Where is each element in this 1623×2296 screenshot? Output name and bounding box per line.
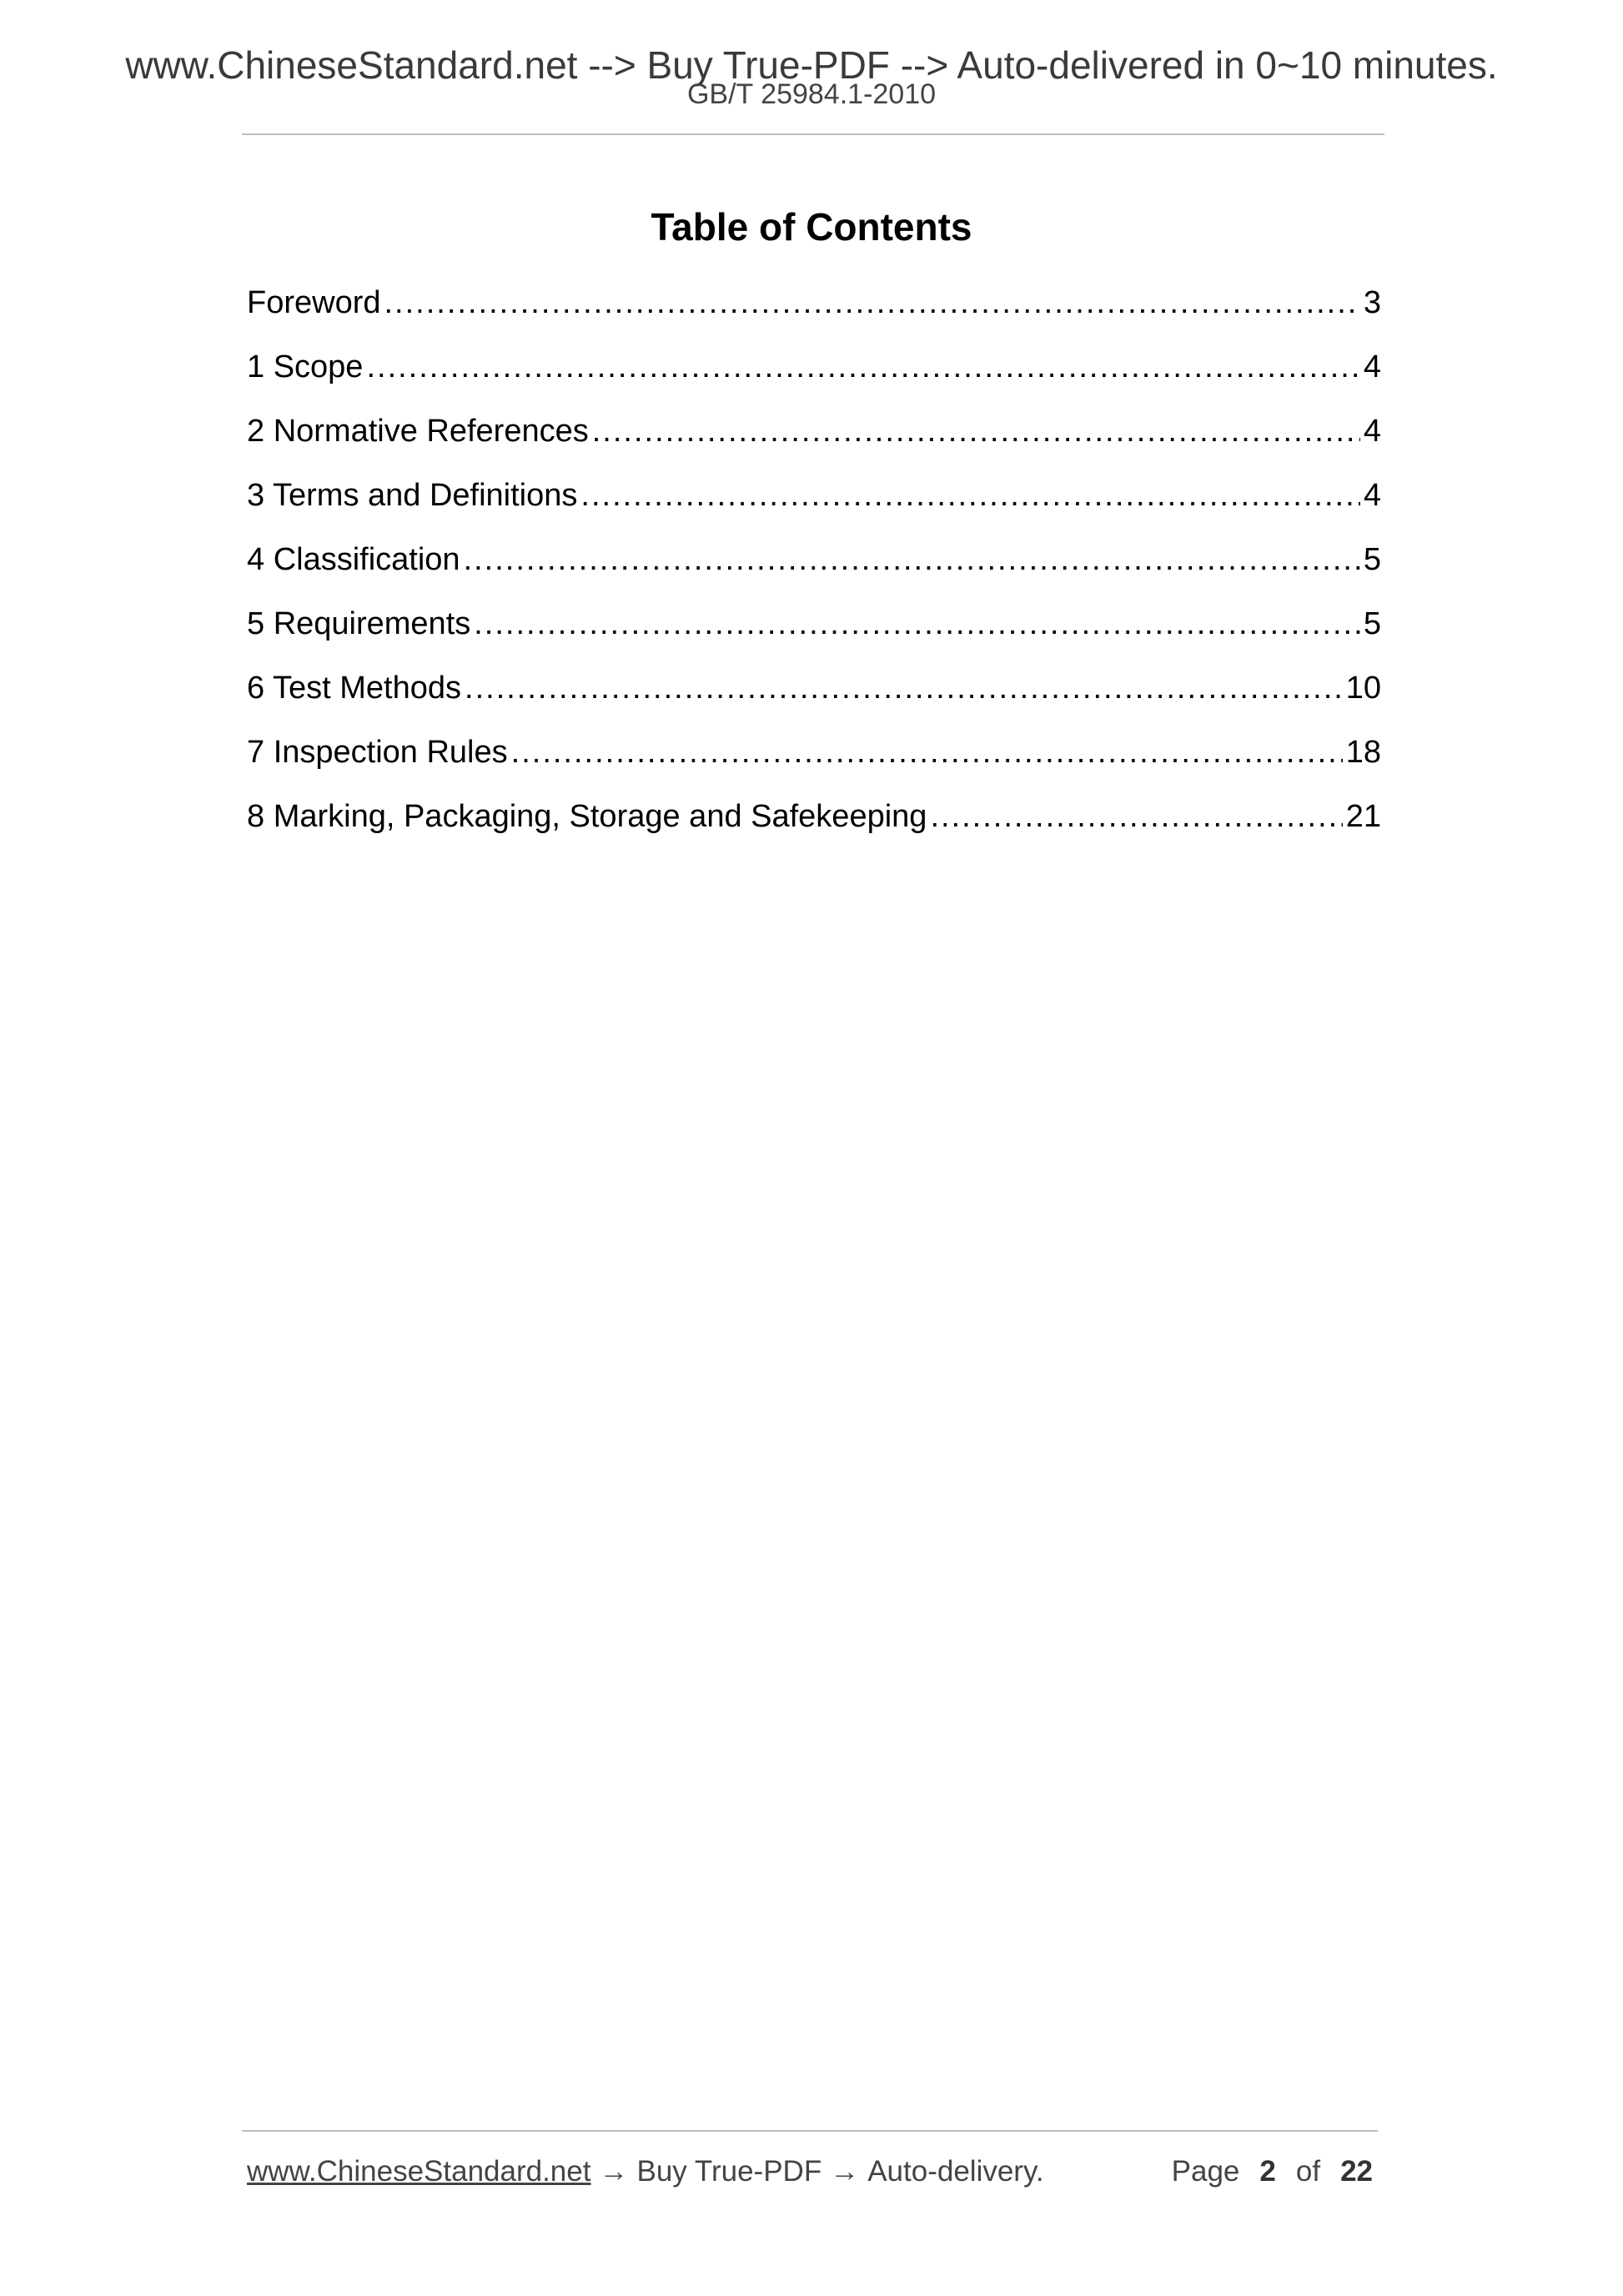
toc-entry-foreword[interactable] [247, 282, 1381, 346]
footer-divider [242, 2130, 1378, 2132]
toc-entry-page: 5 [1363, 606, 1381, 641]
footer-site-link[interactable]: www.ChineseStandard.net [247, 2155, 591, 2188]
dot-leader [511, 731, 1343, 773]
arrow-right-icon: → [830, 2155, 860, 2188]
toc-entry-page: 18 [1345, 735, 1381, 770]
dot-leader [930, 796, 1342, 837]
toc-entry-page: 4 [1363, 478, 1381, 513]
toc-entry-normative-references[interactable] [247, 410, 1381, 475]
toc-entry-label: 6 Test Methods [247, 671, 462, 706]
toc-entry-label: 7 Inspection Rules [247, 735, 508, 770]
toc-entry-marking-packaging[interactable] [247, 796, 1381, 860]
toc-entry-page: 4 [1363, 414, 1381, 449]
toc-entry-test-methods[interactable] [247, 667, 1381, 731]
toc-entry-label: 1 Scope [247, 349, 364, 384]
dot-leader [464, 539, 1360, 580]
dot-leader [465, 667, 1343, 709]
dot-leader [366, 346, 1359, 388]
footer-promo [247, 2153, 1044, 2190]
dot-leader [474, 603, 1360, 645]
toc-entry-page: 3 [1363, 285, 1381, 320]
footer-delivery-text: Auto-delivery. [867, 2155, 1044, 2188]
dot-leader [580, 475, 1359, 516]
toc-entry-page: 10 [1345, 671, 1381, 706]
toc-entry-page: 5 [1363, 542, 1381, 577]
dot-leader [592, 410, 1360, 452]
dot-leader [384, 282, 1360, 324]
current-page-number: 2 [1259, 2155, 1276, 2188]
total-pages-number: 22 [1340, 2155, 1373, 2188]
toc-entry-label: 4 Classification [247, 542, 460, 577]
page-indicator [1172, 2153, 1373, 2190]
toc-entry-label: 5 Requirements [247, 606, 471, 641]
table-of-contents [247, 282, 1381, 860]
header-banner: www.ChineseStandard.net --> Buy True-PDF --> Auto-delivered in 0~10 minutes. [125, 43, 1498, 87]
page-title: Table of Contents [651, 205, 972, 249]
toc-entry-scope[interactable] [247, 346, 1381, 410]
document-code: GB/T 25984.1-2010 [686, 78, 937, 110]
footer-buy-text: Buy True-PDF [636, 2155, 822, 2188]
of-label: of [1295, 2155, 1321, 2188]
toc-entry-classification[interactable] [247, 539, 1381, 603]
toc-entry-label: 2 Normative References [247, 414, 589, 449]
toc-entry-requirements[interactable] [247, 603, 1381, 667]
toc-entry-inspection-rules[interactable] [247, 731, 1381, 796]
header-divider [242, 133, 1384, 135]
toc-entry-label: 3 Terms and Definitions [247, 478, 578, 513]
page-label: Page [1171, 2155, 1240, 2188]
arrow-right-icon: → [599, 2155, 629, 2188]
toc-entry-label: 8 Marking, Packaging, Storage and Safekeeping [247, 799, 927, 834]
toc-entry-page: 21 [1345, 799, 1381, 834]
toc-entry-terms-and-definitions[interactable] [247, 475, 1381, 539]
toc-entry-page: 4 [1363, 349, 1381, 384]
toc-entry-label: Foreword [247, 285, 381, 320]
